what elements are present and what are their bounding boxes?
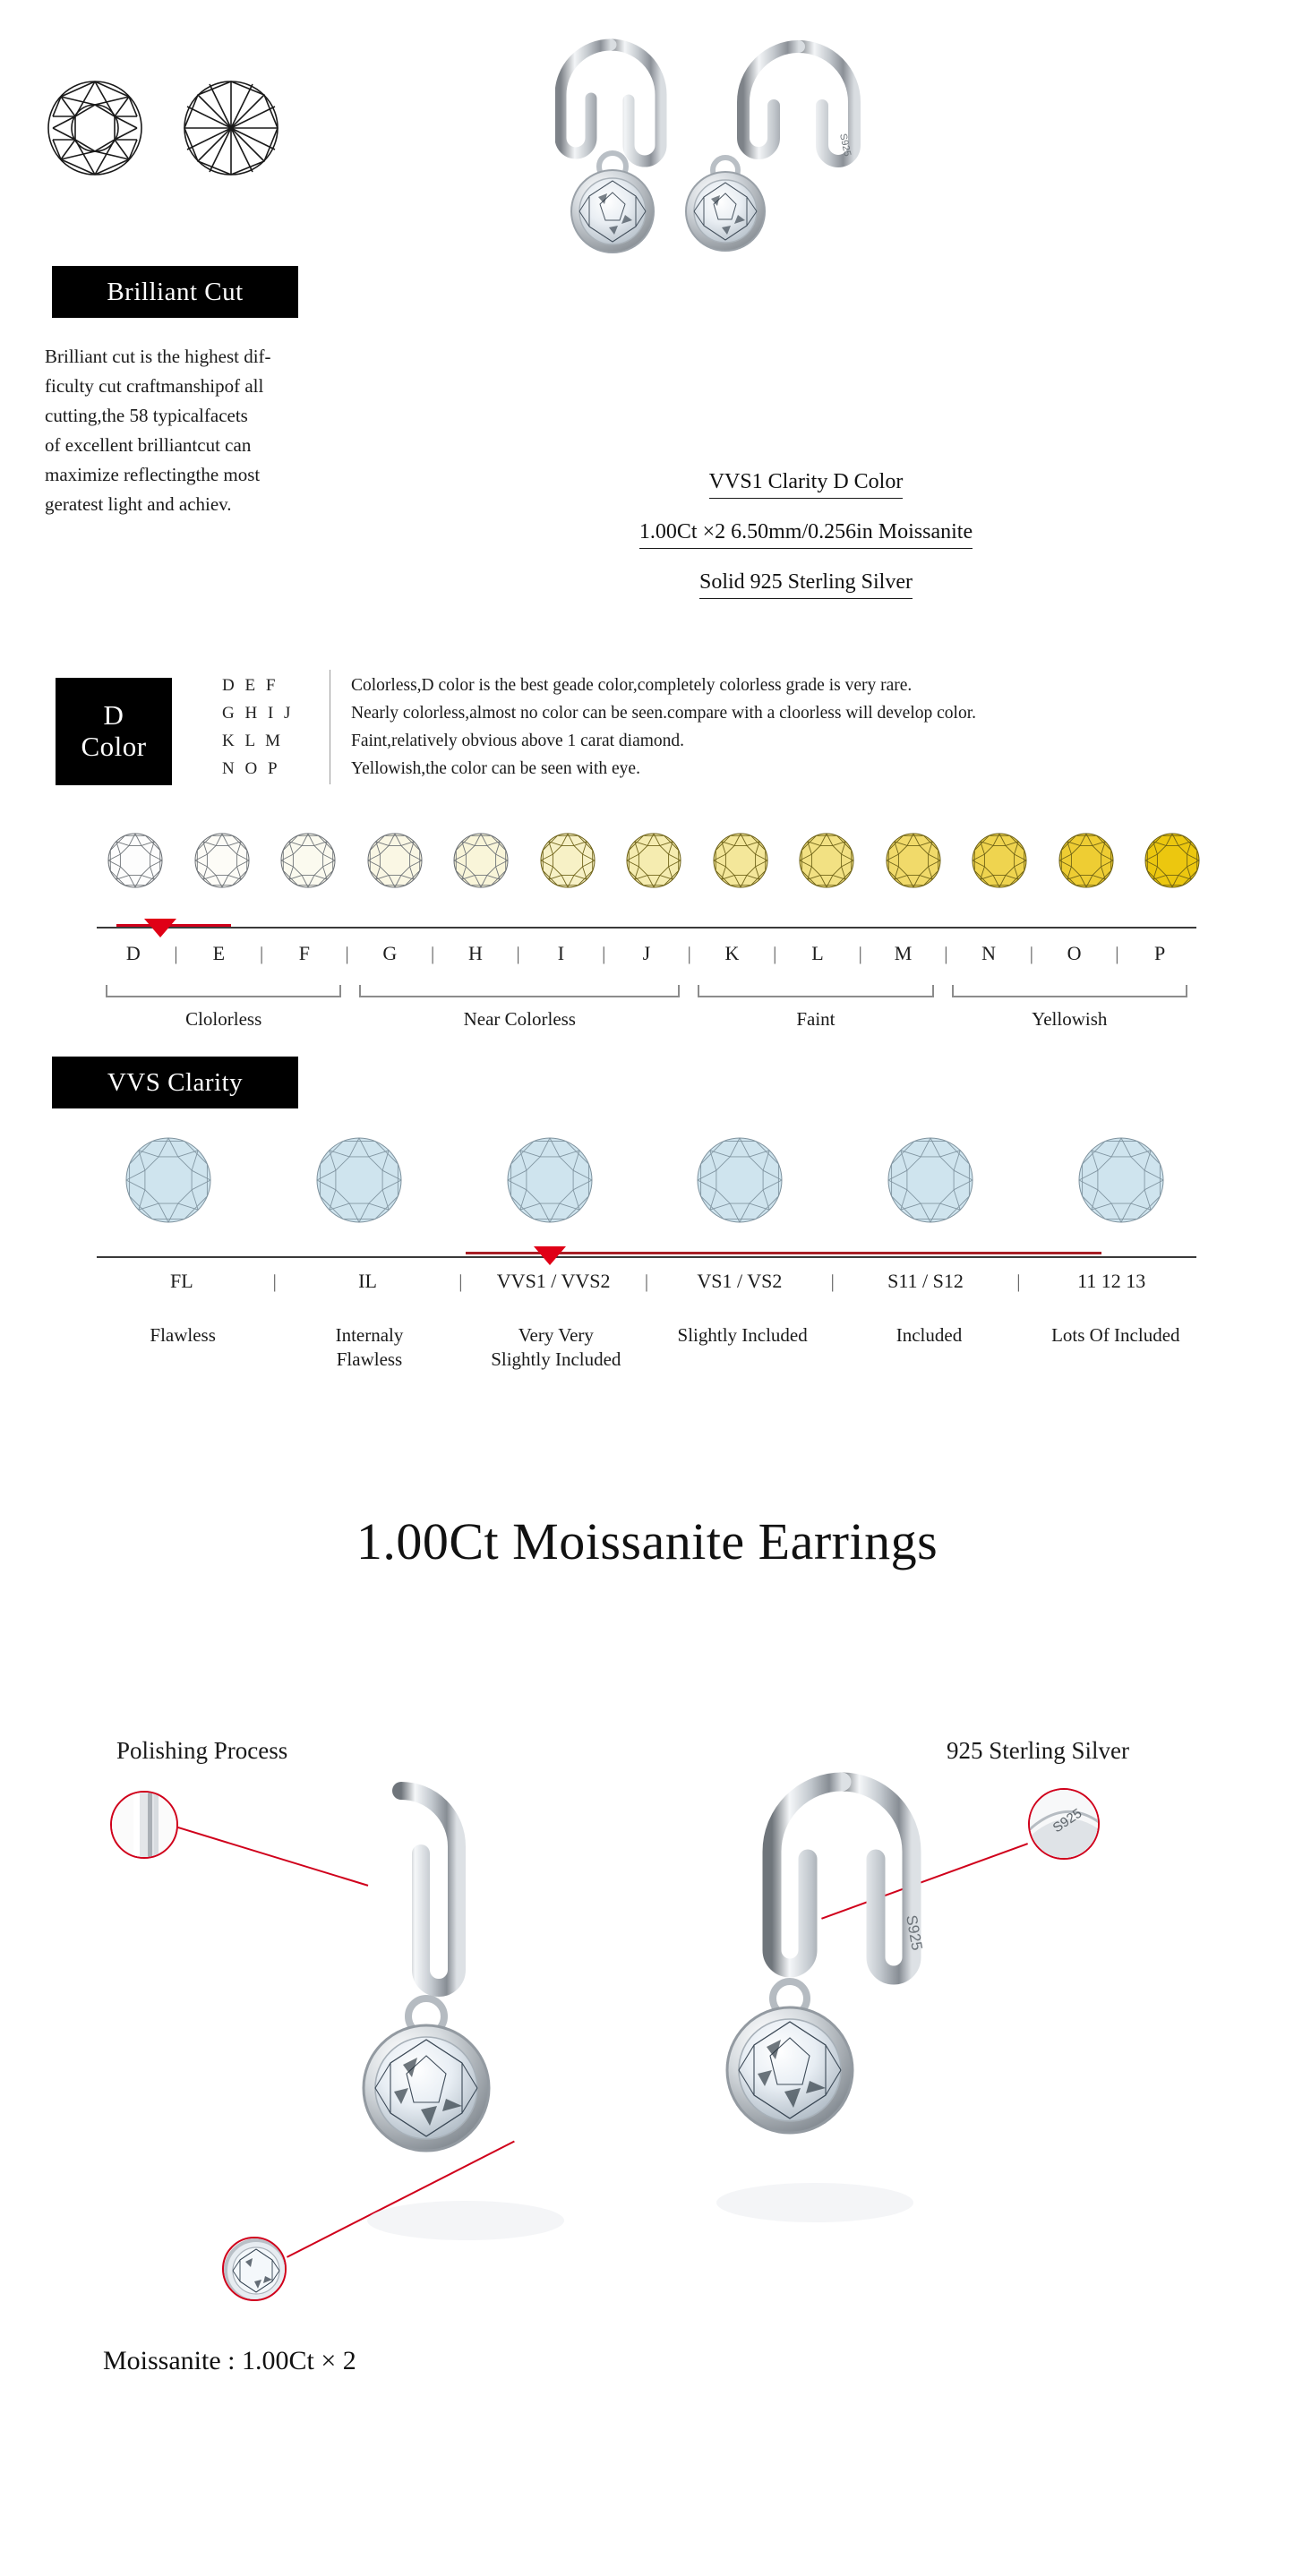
- color-scale-letter[interactable]: G: [382, 942, 398, 964]
- color-group-label: Faint: [796, 1008, 836, 1030]
- clarity-descriptions-row: [90, 1323, 1209, 1372]
- page-title: 1.00Ct Moissanite Earrings: [356, 1512, 938, 1570]
- color-group-label: Near Colorless: [463, 1008, 576, 1030]
- hero-spec-list: [555, 470, 1057, 620]
- color-gem-n: [972, 833, 1027, 888]
- chip-vvs-clarity-label: VVS Clarity: [107, 1067, 244, 1097]
- clarity-description: [1023, 1323, 1209, 1372]
- color-group-bracket: [698, 985, 933, 997]
- brilliant-cut-paragraph-line: geratest light and achiev.: [45, 493, 232, 515]
- color-gem-f: [280, 833, 336, 888]
- clarity-scale-separator: |: [1016, 1270, 1021, 1292]
- bottom-earring-left-image: [358, 1755, 734, 2274]
- clarity-scale-separator: |: [272, 1270, 277, 1292]
- clarity-gem-0: [125, 1137, 211, 1223]
- color-group-brackets: [97, 985, 1196, 1039]
- clarity-description: [649, 1323, 836, 1372]
- clarity-description: [463, 1323, 649, 1372]
- zoom-bubble-moissanite: [222, 2237, 287, 2301]
- color-scale-separator: |: [773, 942, 777, 964]
- brilliant-cut-bottom-view-icon: [184, 81, 278, 175]
- clarity-gem-5: [1078, 1137, 1164, 1223]
- clarity-description-line: Included: [896, 1324, 963, 1346]
- color-group-bracket: [952, 985, 1187, 997]
- color-grade-group: G H I J: [222, 704, 294, 723]
- brilliant-cut-paragraph-line: maximize reflectingthe most: [45, 464, 261, 485]
- clarity-description-line: Very Very: [518, 1324, 594, 1346]
- clarity-scale-label[interactable]: VVS1 / VVS2: [496, 1270, 611, 1292]
- clarity-description-line: Lots Of Included: [1051, 1324, 1180, 1346]
- color-scale-letter[interactable]: H: [467, 942, 483, 964]
- clarity-description-line: Flawless: [336, 1348, 403, 1370]
- color-group-label: Clolorless: [185, 1008, 262, 1030]
- color-gem-l: [799, 833, 854, 888]
- color-gem-m: [886, 833, 941, 888]
- clarity-scale-label[interactable]: S11 / S12: [887, 1270, 964, 1292]
- chip-d-color-letter: D: [103, 699, 124, 732]
- color-scale-letter[interactable]: E: [212, 942, 226, 964]
- color-scale-separator: |: [858, 942, 862, 964]
- color-gem-p: [1144, 833, 1200, 888]
- clarity-scale-axis: [97, 1256, 1196, 1258]
- color-grade-group: N O P: [222, 759, 281, 778]
- color-scale-letter[interactable]: F: [298, 942, 310, 964]
- color-scale-letter[interactable]: J: [642, 942, 651, 964]
- color-scale-separator: |: [1115, 942, 1119, 964]
- color-scale-separator: |: [345, 942, 349, 964]
- chip-brilliant-cut: [52, 266, 298, 318]
- clarity-scale-label[interactable]: IL: [358, 1270, 377, 1292]
- color-grade-description: Faint,relatively obvious above 1 carat diamond.: [351, 732, 685, 750]
- color-grade-group: K L M: [222, 732, 284, 750]
- clarity-description: [90, 1323, 276, 1372]
- color-gem-o: [1058, 833, 1114, 888]
- zoom-bubble-polishing: [110, 1791, 178, 1859]
- color-scale-letters: [97, 942, 1196, 965]
- clarity-gem-4: [887, 1137, 973, 1223]
- color-scale-separator: |: [944, 942, 948, 964]
- brilliant-cut-paragraph-line: of excellent brilliantcut can: [45, 434, 252, 456]
- clarity-description-line: Slightly Included: [491, 1348, 621, 1370]
- color-group-bracket: [359, 985, 680, 997]
- callout-label-polishing: Polishing Process: [116, 1737, 288, 1764]
- hero-spec-line: VVS1 Clarity D Color: [709, 470, 904, 499]
- color-gem-i: [540, 833, 596, 888]
- clarity-selected-marker-icon: [530, 1243, 570, 1266]
- color-scale-letter[interactable]: I: [557, 942, 565, 964]
- brilliant-cut-paragraph: [45, 342, 313, 519]
- color-group-bracket: [106, 985, 341, 997]
- clarity-description: [836, 1323, 1022, 1372]
- brilliant-cut-top-view-icon: [48, 81, 141, 175]
- silver-stamp-zoom-text: S925: [1050, 1805, 1085, 1836]
- hero-spec-row: [555, 570, 1057, 620]
- clarity-description-line: Internaly: [335, 1324, 404, 1346]
- color-gem-e: [194, 833, 250, 888]
- color-grade-group: D E F: [222, 676, 279, 695]
- chip-brilliant-cut-label: Brilliant Cut: [107, 277, 244, 306]
- clarity-description-line: Flawless: [150, 1324, 216, 1346]
- color-group-label: Yellowish: [1032, 1008, 1108, 1030]
- color-gem-d: [107, 833, 163, 888]
- color-grade-description: Colorless,D color is the best geade color,completely colorless grade is very rare.: [351, 676, 913, 695]
- brilliant-cut-diagrams: [43, 79, 303, 177]
- clarity-description: [276, 1323, 462, 1372]
- color-scale-separator: |: [431, 942, 435, 964]
- color-scale-letter[interactable]: P: [1154, 942, 1166, 964]
- color-gem-k: [713, 833, 768, 888]
- callout-label-moissanite: Moissanite : 1.00Ct × 2: [103, 2346, 356, 2375]
- clarity-scale-label[interactable]: FL: [169, 1270, 193, 1292]
- color-scale-letter[interactable]: D: [125, 942, 141, 964]
- color-grade-descriptions: [351, 672, 1211, 783]
- color-scale-separator: |: [174, 942, 178, 964]
- color-scale-letter[interactable]: K: [724, 942, 740, 964]
- color-gem-j: [626, 833, 681, 888]
- color-scale-separator: |: [1029, 942, 1033, 964]
- color-gem-g: [367, 833, 423, 888]
- clarity-gem-3: [697, 1137, 783, 1223]
- color-scale-separator: |: [259, 942, 264, 964]
- clarity-scale-separator: |: [830, 1270, 835, 1292]
- color-scale-letter[interactable]: O: [1067, 942, 1082, 964]
- color-gem-h: [453, 833, 509, 888]
- clarity-description-line: Slightly Included: [677, 1324, 808, 1346]
- clarity-scale-label[interactable]: VS1 / VS2: [697, 1270, 783, 1292]
- hero-spec-row: [555, 520, 1057, 570]
- color-grade-description: Yellowish,the color can be seen with eye.: [351, 759, 640, 778]
- clarity-gem-scale-row: [125, 1137, 1164, 1236]
- clarity-scale-separator: |: [458, 1270, 463, 1292]
- color-scale-letter[interactable]: L: [811, 942, 824, 964]
- hero-spec-line: Solid 925 Sterling Silver: [699, 570, 913, 599]
- brilliant-cut-paragraph-line: Brilliant cut is the highest dif-: [45, 346, 271, 367]
- color-scale-axis: [97, 927, 1196, 929]
- brilliant-cut-paragraph-line: ficulty cut craftmanshipof all: [45, 375, 264, 397]
- color-grade-group-letters: [222, 672, 330, 783]
- color-selected-marker-icon: [141, 915, 180, 938]
- silver-stamp-right-text: S925: [903, 1913, 926, 1952]
- color-scale-letter[interactable]: N: [981, 942, 997, 964]
- chip-d-color: [56, 678, 172, 785]
- color-scale-separator: |: [516, 942, 520, 964]
- hero-earring-pair-image: [555, 36, 958, 448]
- color-grade-description: Nearly colorless,almost no color can be seen.compare with a cloorless will develop color.: [351, 704, 976, 723]
- clarity-gem-1: [316, 1137, 402, 1223]
- color-scale-separator: |: [687, 942, 691, 964]
- hero-spec-row: [555, 470, 1057, 520]
- hero-spec-line: 1.00Ct ×2 6.50mm/0.256in Moissanite: [639, 520, 973, 549]
- silver-stamp-text: S925: [837, 133, 853, 158]
- color-scale-letter[interactable]: M: [894, 942, 913, 964]
- clarity-scale-labels: [97, 1270, 1196, 1293]
- callout-line-polishing: [177, 1827, 368, 1887]
- brilliant-cut-paragraph-line: cutting,the 58 typicalfacets: [45, 405, 248, 426]
- bottom-earring-right-image: [707, 1755, 1084, 2256]
- callout-label-sterling-silver: 925 Sterling Silver: [947, 1737, 1129, 1764]
- color-gem-scale-row: [107, 833, 1200, 904]
- clarity-gem-2: [507, 1137, 593, 1223]
- clarity-scale-separator: |: [644, 1270, 649, 1292]
- clarity-scale-label[interactable]: 11 12 13: [1077, 1270, 1146, 1292]
- color-scale-separator: |: [602, 942, 606, 964]
- chip-vvs-clarity: [52, 1057, 298, 1108]
- chip-d-color-word: Color: [81, 731, 147, 762]
